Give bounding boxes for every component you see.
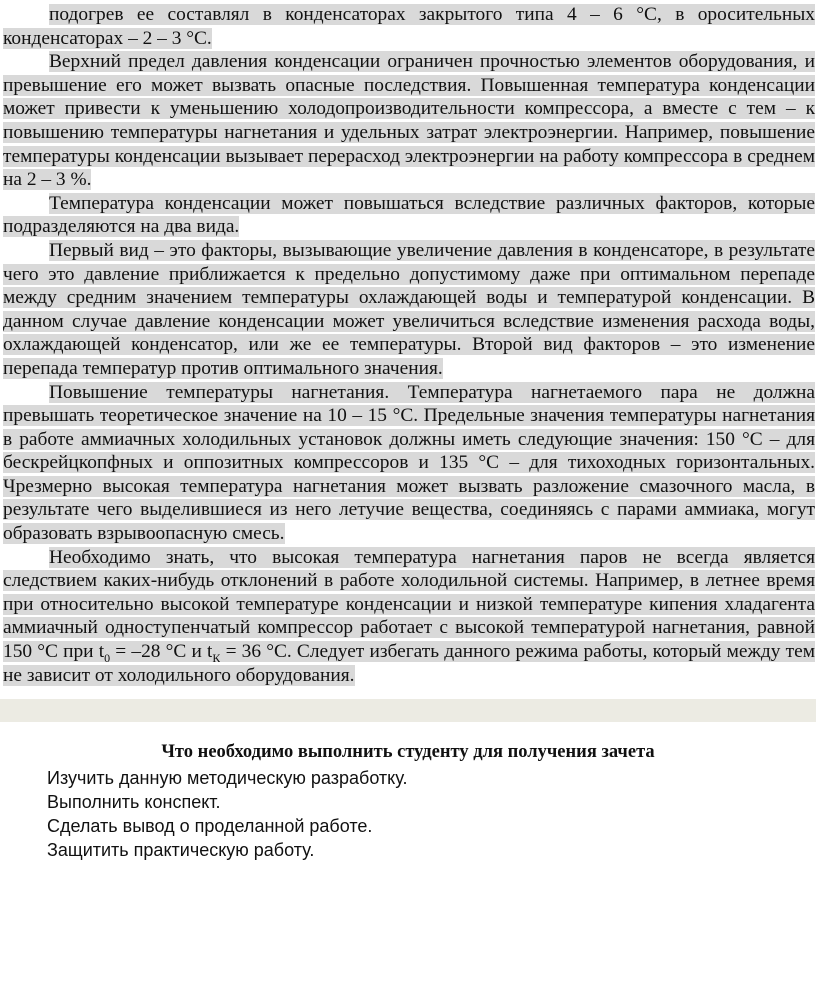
body-text[interactable] (3, 3, 815, 687)
paragraph-1 (3, 50, 815, 192)
subscript-tk: К (212, 650, 221, 665)
subscript-t0: 0 (104, 650, 111, 665)
requirements-item-3: Сделать вывод о проделанной работе. (47, 816, 373, 836)
requirements-list (0, 766, 816, 862)
paragraph-5-text-a: Необходимо знать, что высокая температура нагнетания паров не всегда является следствием каких-нибудь отклонений в работе холодильной системы. Например, в летнее время при относительно высокой температуре конденсации и низкой температуре кипения хладагента аммиачный одноступенчатый компрессор работает с высокой температурой нагнетания, равной 150 °С при t (3, 546, 815, 663)
requirements-item-2: Выполнить конспект. (47, 792, 221, 812)
paragraph-4 (3, 381, 815, 546)
paragraph-5-text-b: = –28 °С и t (110, 641, 213, 663)
selection-band (0, 699, 816, 722)
paragraph-0-text: подогрев ее составлял в конденсаторах закрытого типа 4 – 6 °С, в оросительных конденсаторах – 2 – 3 °С. (3, 4, 815, 49)
requirements-section (0, 740, 816, 862)
paragraph-5 (3, 546, 815, 688)
requirements-title: Что необходимо выполнить студенту для получения зачета (161, 742, 655, 762)
paragraph-5-text-c: = 36 °С. Следует избегать данного режима работы, который между тем не зависит от холодильного оборудования. (3, 641, 815, 686)
paragraph-0 (3, 3, 815, 50)
paragraph-3 (3, 239, 815, 381)
paragraph-3-text: Первый вид – это факторы, вызывающие увеличение давления в конденсаторе, в результате чего это давление приближается к предельно допустимому даже при оптимальном перепаде между средним значением температуры охлаждающей воды и температурой конденсации. В данном случае давление конденсации может увеличиться вследствие изменения расхода воды, охлаждающей конденсатор, или же ее температуры. Второй вид факторов – это изменение перепада температур против оптимального значения. (3, 239, 815, 379)
paragraph-2-text: Температура конденсации может повышаться вследствие различных факторов, которые подразделяются на два вида. (3, 192, 815, 238)
paragraph-2 (3, 192, 815, 239)
paragraph-4-text: Повышение температуры нагнетания. Температура нагнетаемого пара не должна превышать теоретическое значение на 10 – 15 °С. Предельные значения температуры нагнетания в работе аммиачных холодильных установок должны иметь следующие значения: 150 °С – для бескрейцкопфных и оппозитных компрессоров и 135 °С – для тихоходных горизонтальных. Чрезмерно высокая температура нагнетания может вызвать разложение смазочного масла, в результате чего выделившиеся из него летучие вещества, соединяясь с парами аммиака, могут образовать взрывоопасную смесь. (3, 381, 815, 545)
requirements-item-4: Защитить практическую работу. (47, 840, 315, 860)
paragraph-1-text: Верхний предел давления конденсации ограничен прочностью элементов оборудования, и превышение его может вызвать опасные последствия. Повышенная температура конденсации может привести к уменьшению холодопроизводительности компрессора, а вместе с тем – к повышению температуры нагнетания и удельных затрат электроэнергии. Например, повышение температуры конденсации вызывает перерасход электроэнергии на работу компрессора в среднем на 2 – 3 %. (3, 51, 815, 191)
requirements-item-1: Изучить данную методическую разработку. (47, 768, 408, 788)
